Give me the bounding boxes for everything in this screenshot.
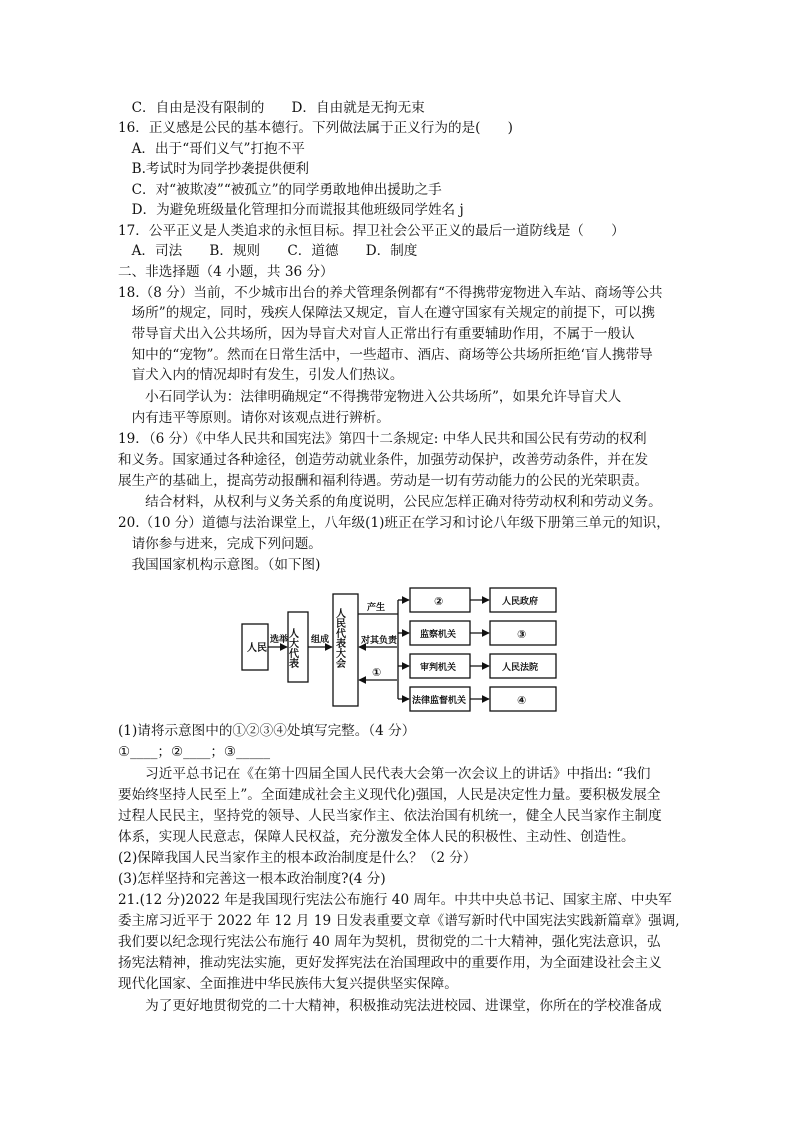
people-label: 人民 <box>247 643 267 654</box>
text-line: 知中的“宠物”。然而在日常生活中，一些超市、酒店、商场等公共场所拒绝‘盲人携带导 <box>118 347 653 363</box>
form-label: 组成 <box>311 635 330 645</box>
text-line: 体系，实现人民意志，保障人民权益，充分激发全体人民的积极性、主动性、创造性。 <box>118 829 635 845</box>
text-line: C．自由是没有限制的 D．自由就是无拘无束 <box>118 100 425 116</box>
text-line: 小石同学认为：法律明确规定“不得携带宠物进入公共场所”，如果允许导盲犬人 <box>118 389 622 405</box>
text-line: 过程人民民主，坚持党的领导、人民当家作主、依法治国有机统一，健全人民当家作主制度 <box>118 808 662 824</box>
text-line: 为了更好地贯彻党的二十大精神，积极推动宪法进校园、进课堂，你所在的学校准备成 <box>118 998 662 1014</box>
text-line: 请你参与进来，完成下列问题。 <box>118 536 322 552</box>
text-line: 扬宪法精神，推动宪法实施，更好发挥宪法在治国理政中的重要作用，为全面建设社会主义 <box>118 955 662 971</box>
circle-4: ④ <box>517 694 527 707</box>
text-line: 展生产的基础上，提高劳动报酬和福利待遇。劳动是一切有劳动能力的公民的光荣职责。 <box>118 473 649 489</box>
responsible-label: 对其负责 <box>361 636 398 646</box>
diagram-caption: 我国国家机构示意图。（如下图) <box>118 557 321 573</box>
option-c: C．对“被欺凌”“被孤立”的同学勇敢地伸出援助之手 <box>118 182 442 198</box>
question-20: 20.（10 分）道德与法治课堂上，八年级(1)班正在学习和讨论八年级下册第三单元的知识， <box>118 515 670 531</box>
produce-label: 产生 <box>367 603 386 613</box>
question-16: 16．正义感是公民的基本德行。下列做法属于正义行为的是( ) <box>118 120 513 136</box>
circle-2: ② <box>434 595 444 608</box>
question-18: 18.（8 分）当前，不少城市出台的养犬管理条例都有“不得携带宠物进入车站、商场等公共 <box>118 285 663 301</box>
text-line: 带导盲犬出入公共场所，因为导盲犬对盲人正常出行有重要辅助作用，不属于一般认 <box>118 326 635 342</box>
option-b: B.考试时为同学抄袭提供便利 <box>118 161 310 177</box>
section-heading: 二、非选择题（4 小题，共 36 分） <box>118 264 334 280</box>
question-20-3: (3)怎样坚持和完善这一根本政治制度?(4 分) <box>118 871 386 887</box>
text-line: 现代化国家、全面推进中华民族伟大复兴提供坚实保障。 <box>118 976 458 992</box>
question-20-1: (1)请将示意图中的①②③④处填写完整。（4 分） <box>118 723 416 739</box>
supervision-label: 监察机关 <box>420 630 457 640</box>
gov-label: 人民政府 <box>502 597 539 607</box>
circle-3: ③ <box>517 628 527 641</box>
text-line: 我们要以纪念现行宪法公布施行 40 周年为契机，贯彻党的二十大精神，强化宪法意识，弘 <box>118 934 661 950</box>
text-line: 盲犬入内的情况却时有发生，引发人们热议。 <box>118 367 404 383</box>
circle-1: ① <box>372 666 382 679</box>
congress-label: 人民代表大会 <box>333 608 345 668</box>
answer-blanks: ①____；②____；③_____ <box>118 744 271 760</box>
state-organs-diagram <box>238 584 568 716</box>
question-20-2: (2)保障我国人民当家作主的根本政治制度是什么？（2 分） <box>118 850 477 866</box>
npc-label: 人大代表 <box>286 628 298 668</box>
procuratorial-label: 法律监督机关 <box>412 696 467 706</box>
question-21: 21.(12 分)2022 年是我国现行宪法公布施行 40 周年。中共中央总书记、国家主席、中央军 <box>118 892 672 908</box>
text-line: 习近平总书记在《在第十四届全国人民代表大会第一次会议上的讲话》中指出: “我们 <box>118 766 651 782</box>
option-a: A．出于“哥们义气”打抱不平 <box>118 141 305 157</box>
text-line: 结合材料，从权利与义务关系的角度说明，公民应怎样正确对待劳动权利和劳动义务。 <box>118 494 662 510</box>
options-17: A．司法 B．规则 C．道德 D．制度 <box>118 243 418 259</box>
elect-label: 选举 <box>270 635 289 645</box>
option-d: D．为避免班级量化管理扣分而谎报其他班级同学姓名 j <box>118 202 464 218</box>
text-line: 场所”的规定，同时，残疾人保障法又规定，盲人在遵守国家有关规定的前提下，可以携 <box>118 305 656 321</box>
text-line: 要始终坚持人民至上”。全面建成社会主义现代化)强国，人民是决定性力量。要积极发展全 <box>118 787 661 803</box>
question-17: 17．公平正义是人类追求的永恒目标。捍卫社会公平正义的最后一道防线是（ ） <box>118 223 625 239</box>
question-19: 19．（6 分）《中华人民共和国宪法》第四十二条规定: 中华人民共和国公民有劳动的权利 <box>118 431 647 447</box>
court-label: 人民法院 <box>502 663 539 673</box>
text-line: 和义务。国家通过各种途径，创造劳动就业条件，加强劳动保护，改善劳动条件，并在发 <box>118 452 649 468</box>
text-line: 委主席习近平于 2022 年 12 月 19 日发表重要文章《谱写新时代中国宪法实践新篇章》强调, <box>118 913 680 929</box>
judicial-label: 审判机关 <box>420 663 457 673</box>
text-line: 内有违平等原则。请你对该观点进行辨析。 <box>118 410 390 426</box>
